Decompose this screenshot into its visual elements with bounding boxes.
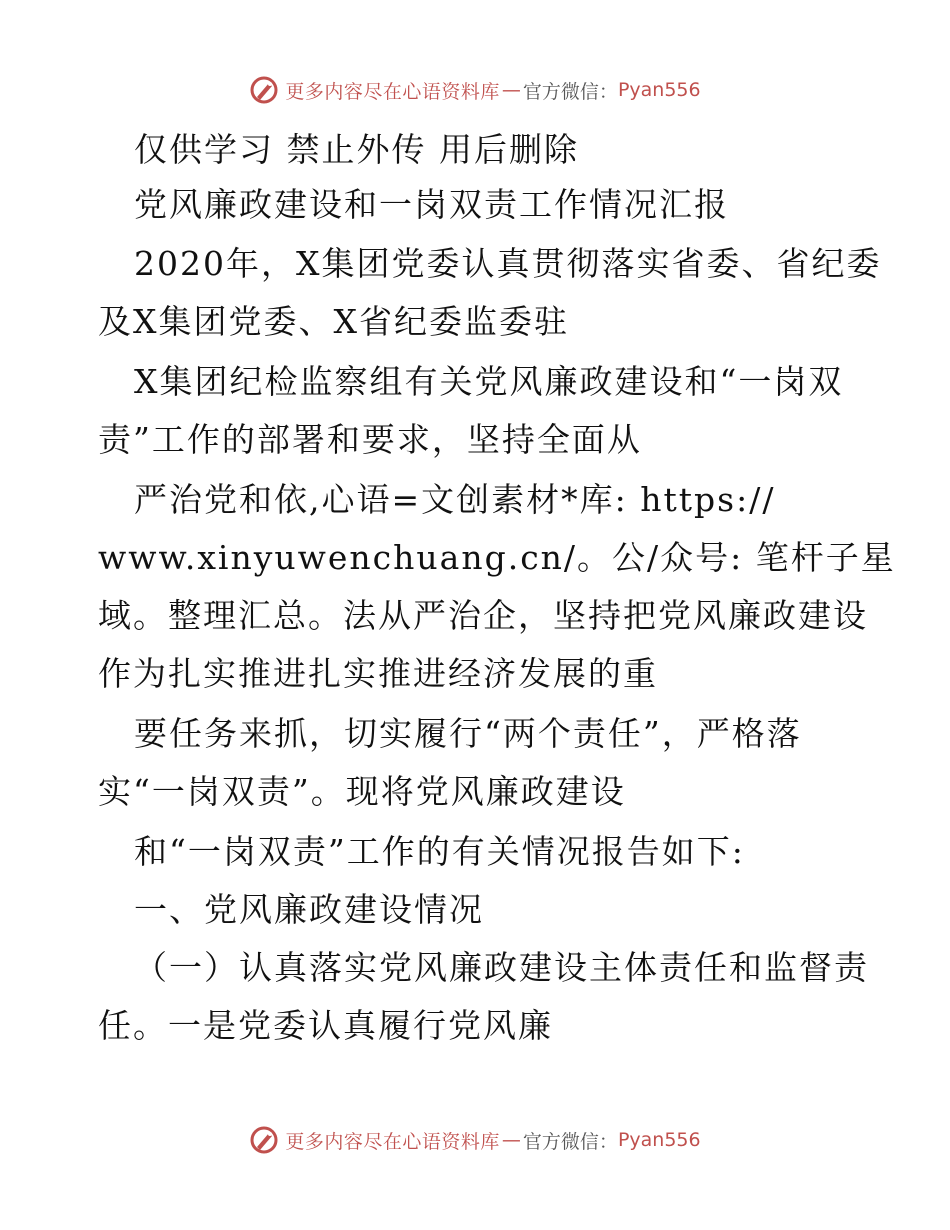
document-title: 党风廉政建设和一岗双责工作情况汇报	[134, 185, 729, 224]
paragraph-line: 和“一岗双责”工作的有关情况报告如下:	[134, 832, 745, 871]
footer-watermark	[0, 1118, 950, 1162]
watermark-wechat-id: Pyan556	[617, 79, 701, 101]
notice-line: 仅供学习 禁止外传 用后删除	[134, 130, 579, 169]
section-heading: 一、党风廉政建设情况	[134, 890, 484, 929]
header-watermark	[0, 68, 950, 112]
paragraph-line: 任。一是党委认真履行党风廉	[98, 1006, 553, 1045]
watermark-wechat-id: Pyan556	[617, 1129, 701, 1151]
paragraph-line: 及X集团党委、X省纪委监委驻	[98, 302, 569, 341]
paragraph-line: 严治党和依,心语=文创素材*库: https://	[134, 480, 776, 519]
paragraph-line: 域。整理汇总。法从严治企，坚持把党风廉政建设	[98, 596, 868, 635]
watermark-sub-text: 官方微信：	[522, 80, 618, 103]
paragraph-line: www.xinyuwenchuang.cn/。公/众号: 笔杆子星	[98, 538, 896, 577]
watermark-dash: —	[501, 1129, 521, 1151]
watermark-main-text: 更多内容尽在心语资料库	[285, 1130, 500, 1153]
paragraph-line: 作为扎实推进扎实推进经济发展的重	[98, 654, 658, 693]
watermark-sub-text: 官方微信：	[522, 1130, 618, 1153]
pen-logo-icon	[249, 1125, 279, 1155]
subsection-heading: （一）认真落实党风廉政建设主体责任和监督责	[134, 948, 869, 987]
watermark-dash: —	[501, 79, 521, 101]
watermark-main-text: 更多内容尽在心语资料库	[285, 80, 500, 103]
paragraph-line: 2020年，X集团党委认真贯彻落实省委、省纪委	[134, 244, 882, 283]
paragraph-line: 责”工作的部署和要求，坚持全面从	[98, 420, 642, 459]
pen-logo-icon	[249, 75, 279, 105]
paragraph-line: 实“一岗双责”。现将党风廉政建设	[98, 772, 626, 811]
paragraph-line: X集团纪检监察组有关党风廉政建设和“一岗双	[134, 362, 844, 401]
paragraph-line: 要任务来抓，切实履行“两个责任”，严格落	[134, 714, 802, 753]
